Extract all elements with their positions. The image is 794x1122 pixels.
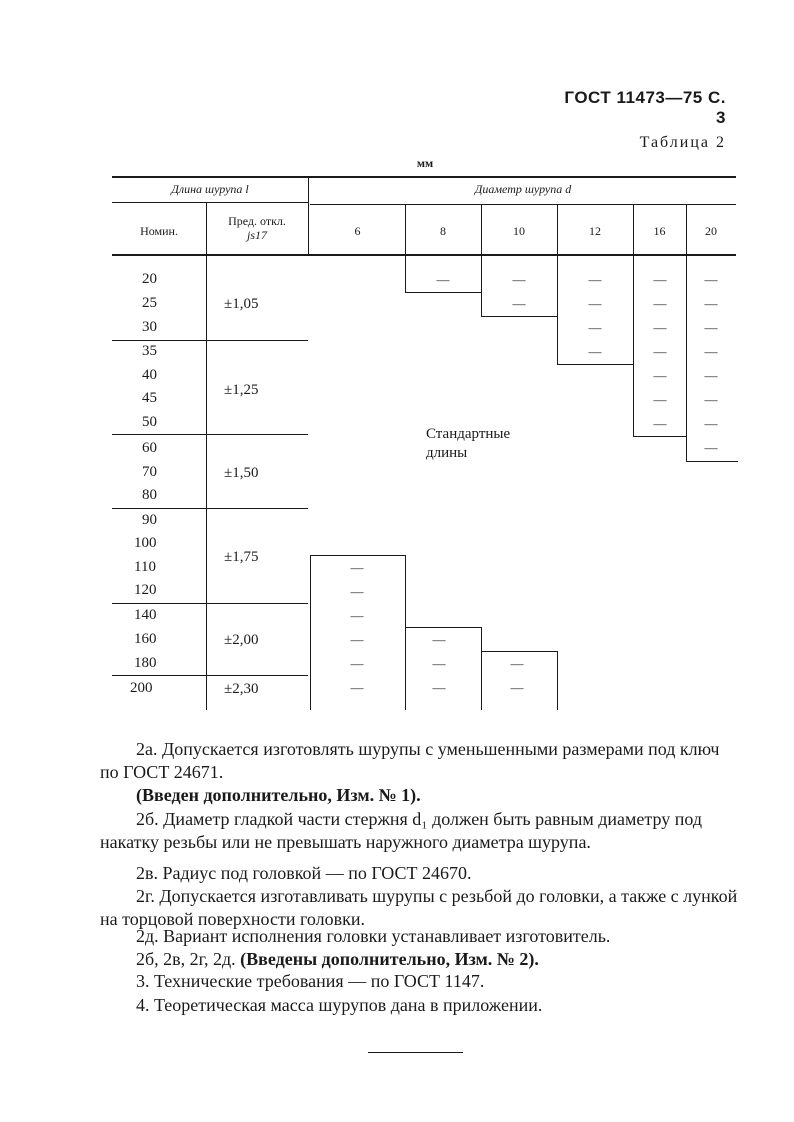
length-20: 20	[142, 271, 157, 287]
dash-mark: —	[653, 416, 667, 431]
dash-mark: —	[436, 272, 450, 287]
dash-mark: —	[350, 680, 364, 695]
dash-mark: —	[432, 656, 446, 671]
dash-mark: —	[653, 344, 667, 359]
paragraph-2a-note: (Введен дополнительно, Изм. № 1).	[136, 785, 421, 805]
dash-mark: —	[512, 296, 526, 311]
tolerance-2-30: ±2,30	[224, 681, 259, 697]
dash-mark: —	[588, 296, 602, 311]
table-top-rule	[112, 176, 736, 178]
dash-mark: —	[350, 632, 364, 647]
diameter-header-16: 16	[653, 224, 666, 238]
dash-mark: —	[704, 320, 718, 335]
diameter-header-20: 20	[705, 224, 717, 238]
paragraph-refs: 2б, 2в, 2г, 2д. (Введены дополнительно, Изм. № 2).	[136, 949, 539, 969]
length-35: 35	[142, 343, 157, 359]
length-25: 25	[142, 295, 157, 311]
tolerance-2-00: ±2,00	[224, 632, 259, 648]
dash-mark: —	[704, 392, 718, 407]
dash-mark: —	[350, 584, 364, 599]
dash-mark: —	[653, 296, 667, 311]
tolerance-1-05: ±1,05	[224, 296, 259, 312]
diameter-header-10: 10	[513, 224, 525, 238]
dash-mark: —	[350, 560, 364, 575]
dash-mark: —	[653, 320, 667, 335]
paragraph-2b: 2б. Диаметр гладкой части стержня d₁ должен быть равным диаметру под накатку резьбы или не превышать наружного диаметра шурупа.	[100, 809, 703, 852]
length-180: 180	[134, 655, 157, 671]
dash-mark: —	[350, 656, 364, 671]
page-header: ГОСТ 11473—75 С. 3	[564, 88, 726, 127]
dash-mark: —	[588, 344, 602, 359]
dash-mark: —	[704, 296, 718, 311]
length-45: 45	[142, 390, 157, 406]
dash-mark: —	[704, 344, 718, 359]
length-200: 200	[130, 680, 153, 696]
diameter-header-12: 12	[589, 224, 601, 238]
nominal-column-header: Номин.	[140, 224, 178, 238]
tolerance-column-header: Пред. откл.	[228, 214, 286, 228]
table-label: Таблица 2	[639, 134, 726, 151]
dash-mark: —	[704, 368, 718, 383]
length-100: 100	[134, 535, 157, 551]
dash-mark: —	[432, 632, 446, 647]
dash-mark: —	[653, 272, 667, 287]
paragraph-4: 4. Теоретическая масса шурупов дана в приложении.	[136, 995, 543, 1015]
paragraph-2d: 2д. Вариант исполнения головки устанавливает изготовитель.	[136, 926, 611, 946]
dash-mark: —	[588, 320, 602, 335]
dash-mark: —	[432, 680, 446, 695]
length-90: 90	[142, 512, 157, 528]
paragraph-3: 3. Технические требования — по ГОСТ 1147.	[136, 971, 485, 991]
dash-mark: —	[704, 416, 718, 431]
length-110: 110	[134, 559, 156, 575]
unit-label: мм	[416, 156, 434, 170]
tolerance-1-25: ±1,25	[224, 382, 259, 398]
length-30: 30	[142, 319, 157, 335]
tolerance-1-50: ±1,50	[224, 465, 259, 481]
end-rule	[368, 1052, 463, 1053]
length-60: 60	[142, 440, 157, 456]
tolerance-1-75: ±1,75	[224, 549, 259, 565]
paragraph-2v: 2в. Радиус под головкой — по ГОСТ 24670.	[136, 863, 472, 883]
dash-mark: —	[350, 608, 364, 623]
diameter-group-header: Диаметр шурупа d	[474, 182, 572, 196]
length-160: 160	[134, 631, 157, 647]
dash-mark: —	[512, 272, 526, 287]
dash-mark: —	[653, 368, 667, 383]
tolerance-column-grade: js17	[246, 228, 267, 242]
length-70: 70	[142, 464, 157, 480]
dash-mark: —	[510, 680, 524, 695]
dash-mark: —	[653, 392, 667, 407]
dash-mark: —	[510, 656, 524, 671]
length-40: 40	[142, 367, 157, 383]
length-120: 120	[134, 582, 157, 598]
length-80: 80	[142, 487, 157, 503]
length-group-header: Длина шурупа l	[171, 182, 249, 196]
standard-lengths-label: Стандартные длины	[426, 426, 511, 461]
diameter-header-8: 8	[440, 224, 446, 238]
paragraph-2a: 2а. Допускается изготовлять шурупы с уменьшенными размерами под ключ по ГОСТ 24671.	[100, 739, 720, 782]
dash-mark: —	[704, 272, 718, 287]
paragraph-2g: 2г. Допускается изготавливать шурупы с резьбой до головки, а также с лункой на торцовой поверхности головки.	[100, 886, 738, 929]
dash-mark: —	[704, 440, 718, 455]
length-50: 50	[142, 414, 157, 430]
length-140: 140	[134, 607, 157, 623]
diameter-header-6: 6	[354, 224, 361, 238]
dash-mark: —	[588, 272, 602, 287]
